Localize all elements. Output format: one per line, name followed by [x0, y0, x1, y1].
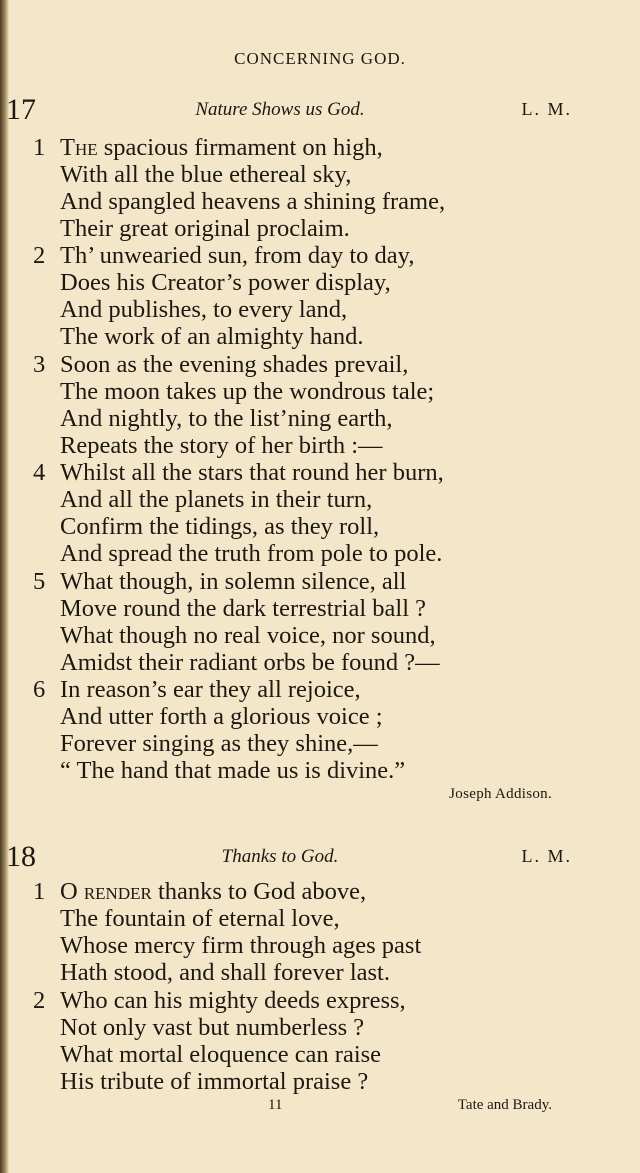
verse-line: And all the planets in their turn, — [60, 486, 373, 514]
stanza-number: 2 — [33, 242, 46, 269]
stanza — [0, 568, 600, 676]
stanza — [0, 878, 600, 986]
verse-line: Whose mercy firm through ages past — [60, 932, 422, 960]
verse-line: Repeats the story of her birth :— — [60, 432, 383, 460]
verse-line: 5 What though, in solemn silence, all — [33, 568, 407, 595]
line-text: spacious firmament on high, — [97, 134, 383, 161]
stanza-number: 5 — [33, 568, 46, 595]
verse-line: 3 Soon as the evening shades prevail, — [33, 351, 409, 378]
verse-line: Move round the dark terrestrial ball ? — [60, 595, 427, 623]
verse-line: With all the blue ethereal sky, — [60, 161, 352, 189]
author-attribution: Tate and Brady. — [457, 1097, 552, 1113]
first-word: The — [60, 134, 98, 161]
line-text: thanks to God above, — [151, 878, 367, 905]
verse-line: 4 Whilst all the stars that round her burn, — [33, 459, 444, 486]
hymn-header — [0, 95, 640, 125]
stanza-number: 1 — [33, 134, 46, 161]
verse-line: Hath stood, and shall forever last. — [60, 959, 390, 987]
stanza — [0, 351, 600, 459]
verse-line: And publishes, to every land, — [60, 296, 348, 324]
hymn-meter: L. M. — [521, 846, 572, 866]
stanza — [0, 134, 600, 242]
hymn-number: 17 — [6, 93, 36, 126]
hymn-header — [0, 842, 640, 872]
hymn-title: Nature Shows us God. — [195, 99, 365, 120]
verse-line: What mortal eloquence can raise — [60, 1041, 382, 1069]
stanza — [0, 676, 600, 784]
stanza-number: 1 — [33, 878, 46, 905]
running-head: CONCERNING GOD. — [234, 49, 406, 68]
verse-line: The fountain of eternal love, — [60, 905, 340, 933]
verse-line: What though no real voice, nor sound, — [60, 622, 436, 650]
stanza — [0, 459, 600, 567]
first-word: O render — [60, 878, 152, 905]
verse-line: And utter forth a glorious voice ; — [60, 703, 383, 731]
verse-line — [0, 878, 600, 905]
verse-line: 2 Th’ unwearied sun, from day to day, — [33, 242, 415, 269]
verse-line: And spangled heavens a shining frame, — [60, 188, 446, 216]
hymn-number: 18 — [6, 840, 36, 873]
stanza-number: 6 — [33, 676, 46, 703]
stanza-number: 4 — [33, 459, 46, 486]
stanza — [0, 987, 600, 1095]
page-number: 11 — [268, 1097, 283, 1113]
verse-line: Confirm the tidings, as they roll, — [60, 513, 380, 541]
verse-line: 6 In reason’s ear they all rejoice, — [33, 676, 361, 703]
hymn-title: Thanks to God. — [221, 846, 339, 867]
verse-line: Forever singing as they shine,— — [60, 730, 378, 758]
verse-line: His tribute of immortal praise ? — [60, 1068, 369, 1096]
verse-line: Amidst their radiant orbs be found ?— — [60, 649, 440, 677]
stanza-number: 2 — [33, 987, 46, 1014]
verse-line: Not only vast but numberless ? — [60, 1014, 365, 1042]
verse-line: And nightly, to the list’ning earth, — [60, 405, 393, 433]
verse-line: The moon takes up the wondrous tale; — [60, 378, 435, 406]
verse-line: Does his Creator’s power display, — [60, 269, 391, 297]
verse-line: The work of an almighty hand. — [60, 323, 364, 351]
verse-line — [0, 134, 600, 161]
stanza — [0, 242, 600, 350]
stanza-number: 3 — [33, 351, 46, 378]
author-attribution: Joseph Addison. — [449, 786, 552, 802]
verse-line: “ The hand that made us is divine.” — [60, 757, 406, 785]
hymn-meter: L. M. — [521, 99, 572, 119]
verse-line: And spread the truth from pole to pole. — [60, 540, 443, 568]
verse-line: 2 Who can his mighty deeds express, — [33, 987, 406, 1014]
verse-line: Their great original proclaim. — [60, 215, 350, 243]
